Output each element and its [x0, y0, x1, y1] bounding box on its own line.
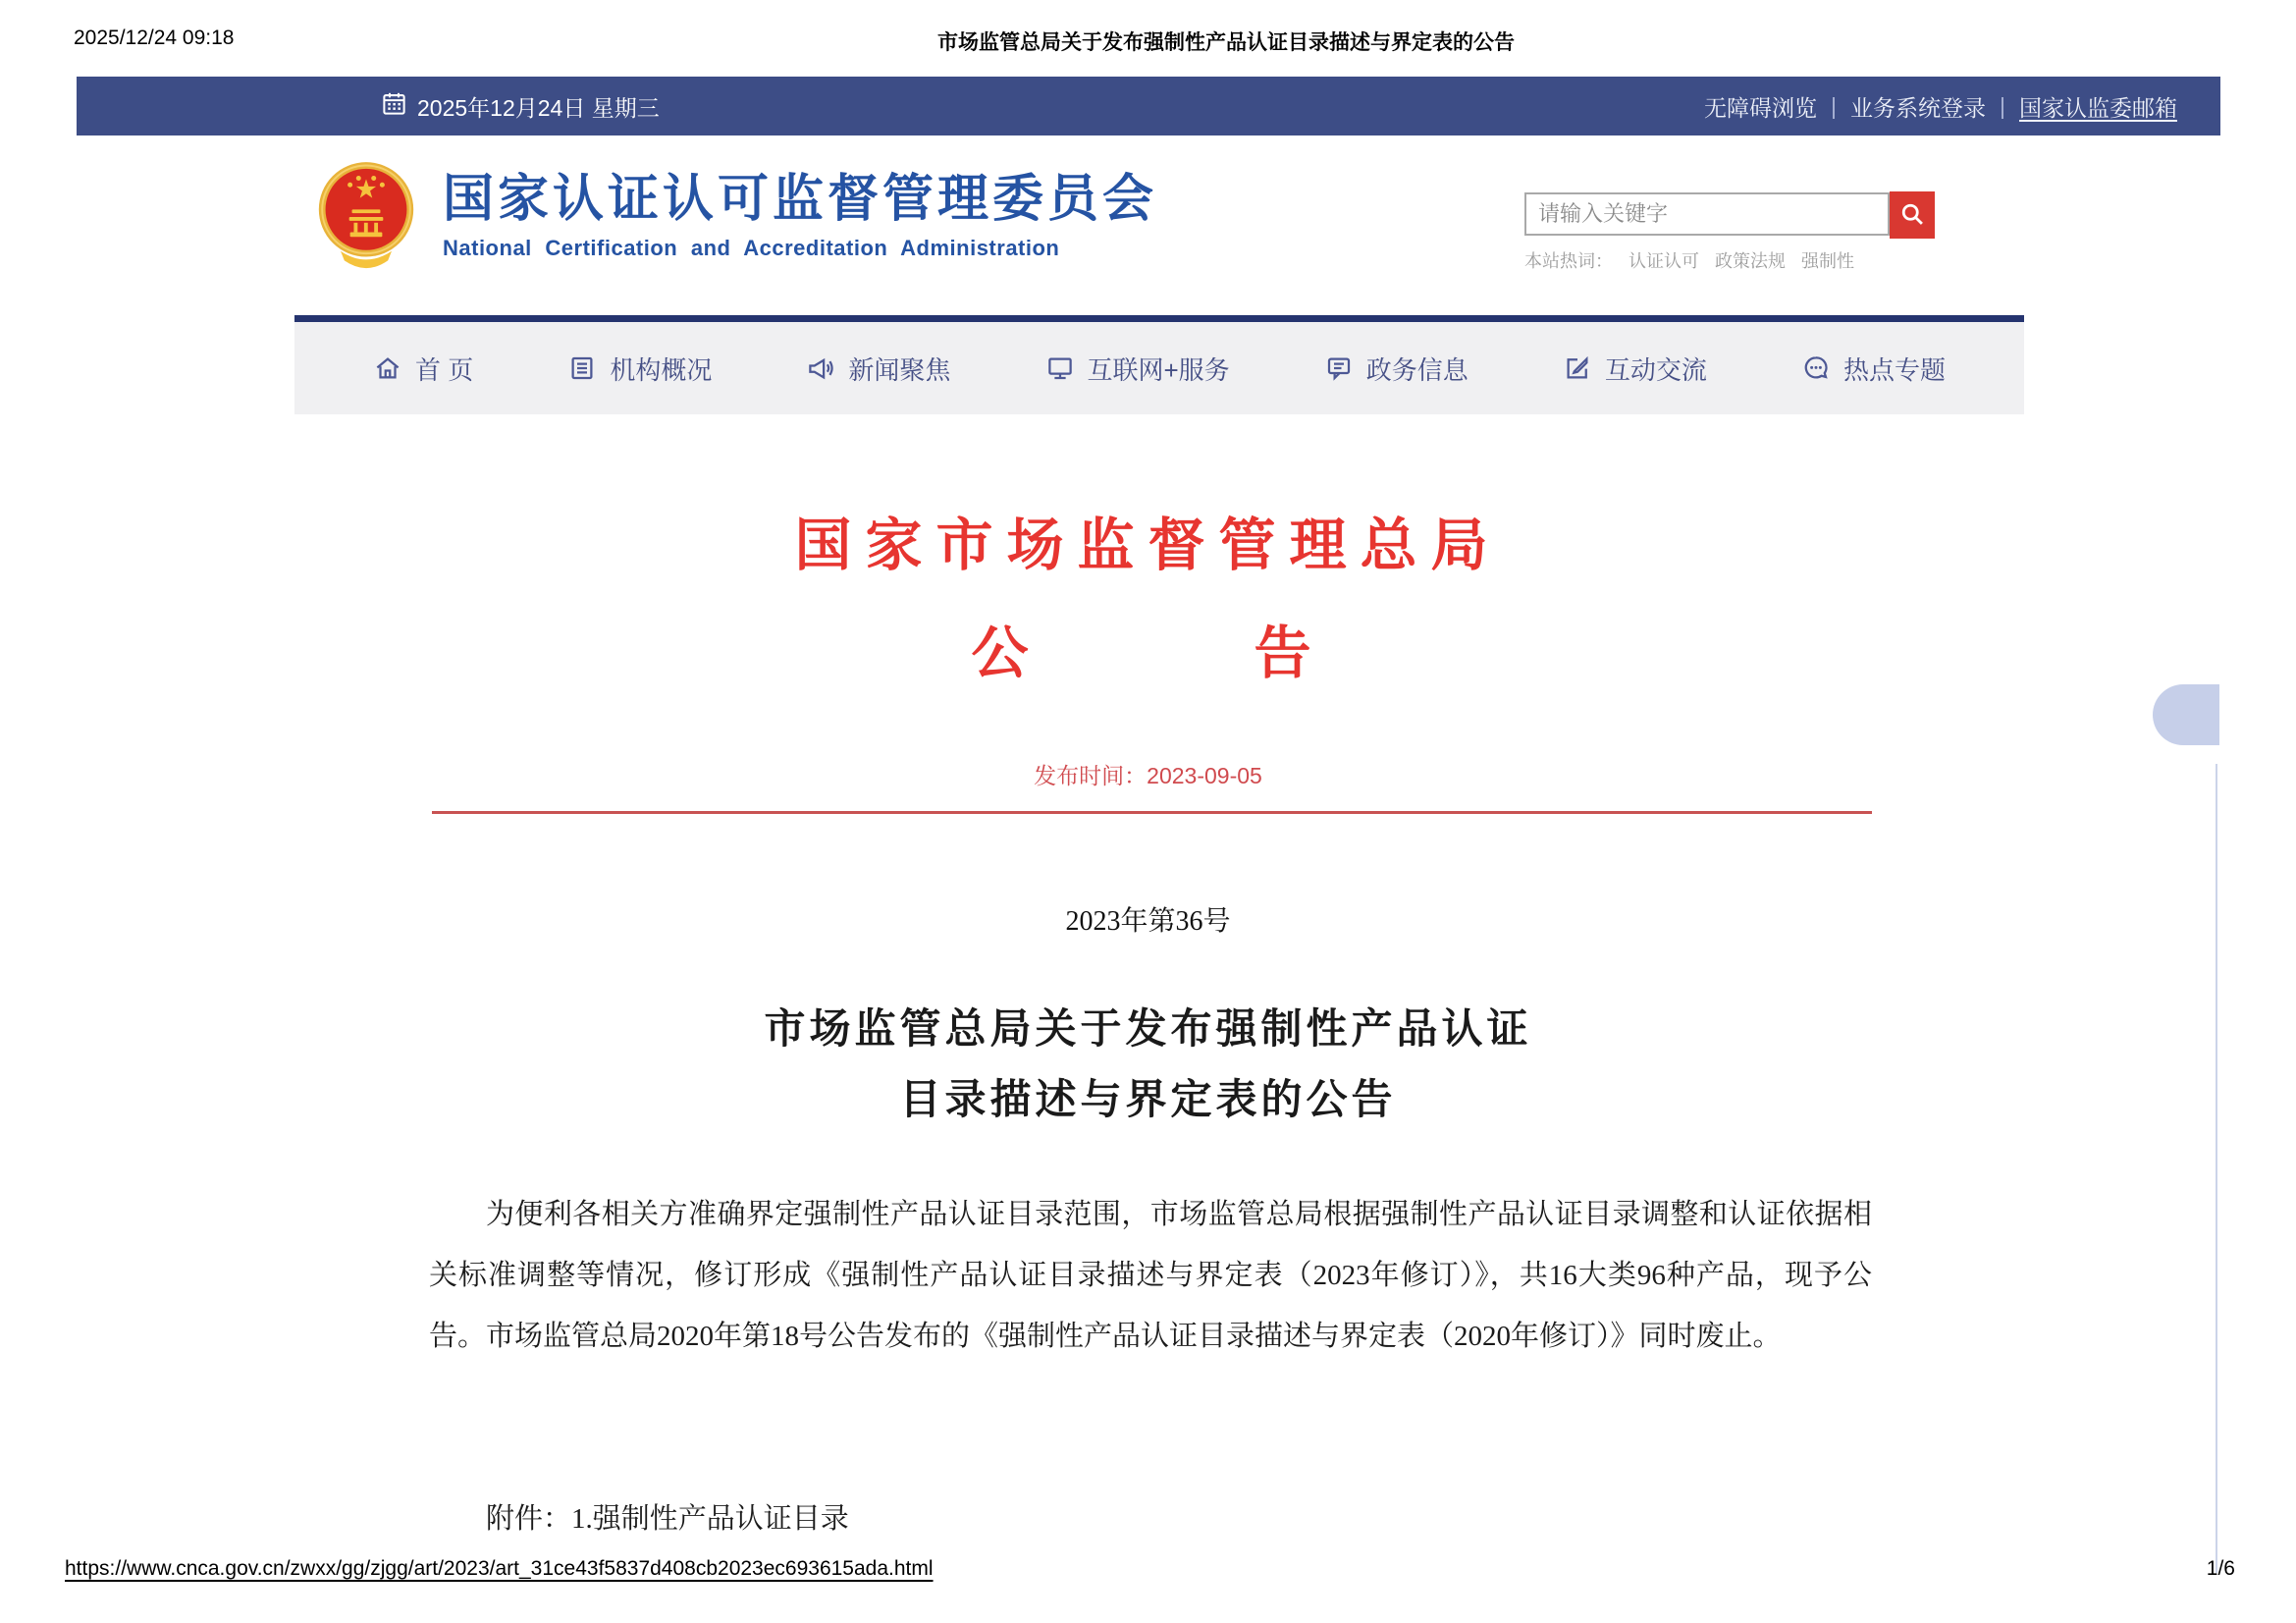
side-panel-line	[2216, 764, 2217, 1573]
nav-item-label: 互动交流	[1604, 354, 1707, 385]
attachment-line	[429, 1496, 1872, 1537]
cnca-mail-link[interactable]: 国家认监委邮箱	[2019, 94, 2177, 121]
search-input[interactable]	[1524, 192, 1890, 236]
home-icon	[373, 353, 402, 383]
topbar-date-label: 2025年12月24日 星期三	[417, 94, 660, 121]
megaphone-icon	[806, 353, 835, 383]
article-title-line2: 目录描述与界定表的公告	[899, 1076, 1397, 1122]
nav-item-about[interactable]	[567, 351, 712, 387]
hot-words-label: 本站热词：	[1524, 251, 1613, 271]
separator: |	[1831, 92, 1838, 119]
site-name-cn: 国家认证认可监督管理委员会	[443, 171, 1158, 228]
accessibility-link[interactable]: 无障碍浏览	[1704, 94, 1818, 121]
article-title-line1: 市场监管总局关于发布强制性产品认证	[764, 1005, 1532, 1052]
national-emblem-icon	[314, 160, 418, 281]
topbar-date-group	[381, 77, 660, 135]
nav-item-gov-info[interactable]	[1324, 351, 1468, 387]
agency-title: 国家市场监督管理总局	[794, 514, 1502, 577]
notice-word: 公 告	[971, 622, 1325, 685]
attachment-label: 附件：	[486, 1503, 572, 1535]
nav-item-hot-topics[interactable]	[1801, 351, 1946, 387]
search-box	[1524, 192, 1935, 239]
edit-icon	[1563, 353, 1592, 383]
document-icon	[567, 353, 597, 383]
red-divider	[432, 811, 1872, 814]
nav-item-label: 热点专题	[1842, 354, 1946, 385]
hot-word-link[interactable]: 政策法规	[1715, 251, 1786, 271]
topbar-links	[1704, 77, 2177, 135]
nav-item-news[interactable]	[806, 351, 950, 387]
hot-word-link[interactable]: 认证认可	[1629, 251, 1699, 271]
publish-time	[0, 758, 2296, 790]
print-header-title: 市场监管总局关于发布强制性产品认证目录描述与界定表的公告	[937, 31, 1515, 54]
publish-time-label: 发布时间：	[1034, 763, 1148, 788]
business-login-link[interactable]: 业务系统登录	[1850, 94, 1987, 121]
nav-item-label: 互联网+服务	[1087, 354, 1230, 385]
top-bar	[77, 77, 2220, 135]
search-button[interactable]	[1890, 191, 1935, 239]
monitor-icon	[1045, 353, 1075, 383]
chat-dots-icon	[1801, 353, 1831, 383]
nav-item-label: 首 页	[415, 354, 474, 385]
site-logo[interactable]	[314, 160, 1157, 281]
speech-bubble-icon	[1324, 353, 1354, 383]
print-footer-url: https://www.cnca.gov.cn/zwxx/gg/zjgg/art/2023/art_31ce43f5837d408cb2023ec693615ada.html	[65, 1557, 934, 1580]
nav-item-internet-services[interactable]	[1045, 351, 1230, 387]
publish-time-value: 2023-09-05	[1147, 763, 1262, 788]
nav-item-label: 政务信息	[1365, 354, 1468, 385]
calendar-icon	[381, 90, 407, 123]
hot-words	[1524, 247, 1854, 273]
hot-word-link[interactable]: 强制性	[1801, 251, 1854, 271]
article-title	[0, 994, 2296, 1135]
nav-item-home[interactable]	[373, 351, 473, 387]
main-navigation	[294, 322, 2024, 414]
separator: |	[2000, 92, 2005, 119]
nav-top-divider	[294, 315, 2024, 322]
document-number: 2023年第36号	[1065, 906, 1231, 937]
print-footer-page-number: 1/6	[2206, 1557, 2235, 1580]
nav-item-interaction[interactable]	[1563, 351, 1707, 387]
search-icon	[1898, 200, 1926, 231]
print-header-datetime: 2025/12/24 09:18	[74, 27, 235, 49]
site-name-en: National Certification and Accreditation Administration	[443, 236, 1060, 261]
attachment-item-link[interactable]: 1.强制性产品认证目录	[571, 1503, 849, 1535]
nav-item-label: 新闻聚焦	[848, 354, 951, 385]
side-panel-handle[interactable]	[2153, 684, 2219, 745]
article-paragraph: 为便利各相关方准确界定强制性产品认证目录范围，市场监管总局根据强制性产品认证目录调整和认证依据相关标准调整等情况，修订形成《强制性产品认证目录描述与界定表（2023年修订）》，共16大类96种产品，现予公告。市场监管总局2020年第18号公告发布的《强制性产品认证目录描述与界定表（2020年修订）》同时废止。	[429, 1199, 1872, 1352]
nav-item-label: 机构概况	[610, 354, 713, 385]
